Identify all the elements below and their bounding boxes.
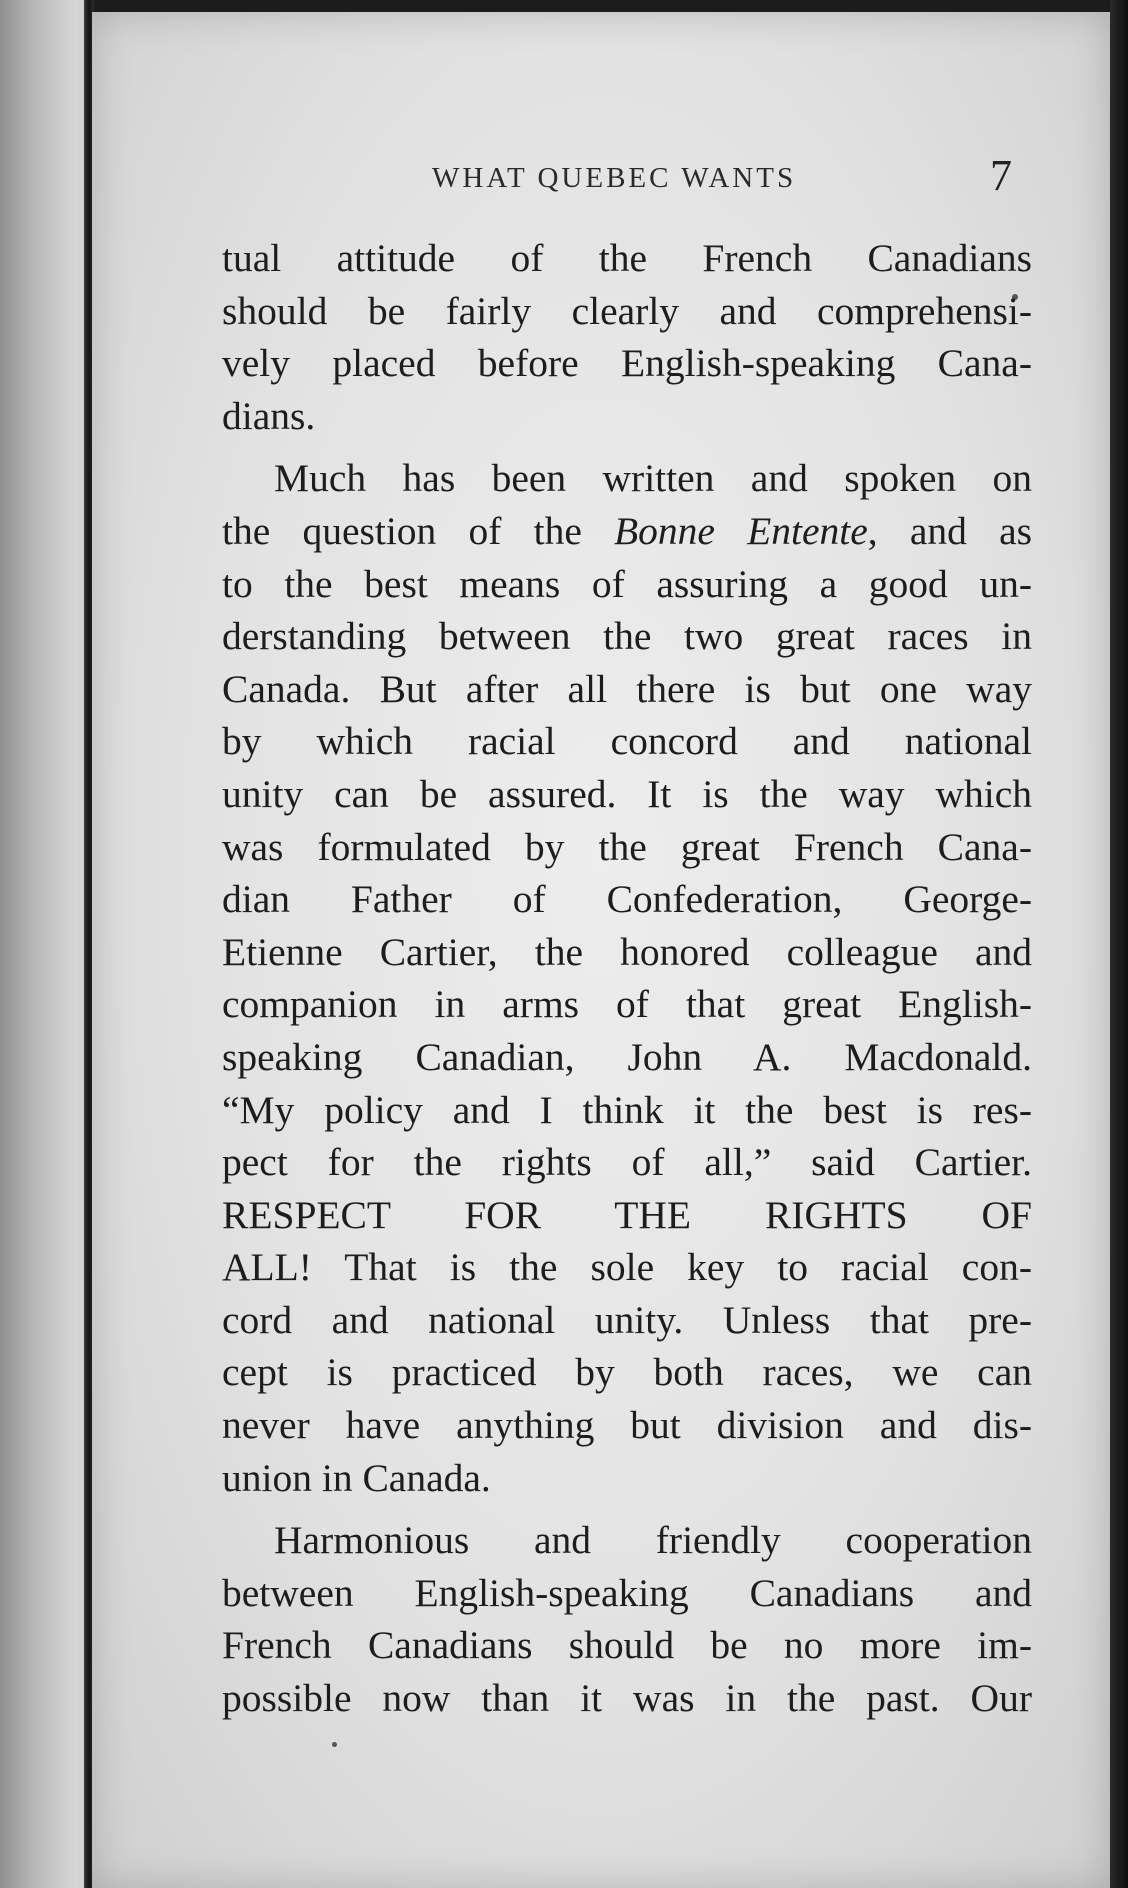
- text-line: unity can be assured. It is the way which: [222, 771, 1032, 816]
- text-line: the question of the Bonne Entente, and as: [222, 508, 1032, 553]
- text-line: between English-speaking Canadians and: [222, 1570, 1032, 1615]
- text-line: Etienne Cartier, the honored colleague and: [222, 929, 1032, 974]
- text-line: pect for the rights of all,” said Cartier.: [222, 1140, 1032, 1185]
- text-line: ALL! That is the sole key to racial con-: [222, 1245, 1032, 1290]
- text-line: Harmonious and friendly cooperation: [274, 1518, 1032, 1563]
- text-line: dian Father of Confederation, George-: [222, 877, 1032, 922]
- text-line: companion in arms of that great English-: [222, 982, 1032, 1027]
- running-title: WHAT QUEBEC WANTS: [432, 162, 797, 194]
- text-line: to the best means of assuring a good un-: [222, 561, 1032, 606]
- body-text: [222, 232, 1032, 1725]
- page-right-edge: [1110, 0, 1128, 1888]
- text-line: dians.: [222, 393, 316, 438]
- text-line: tual attitude of the French Canadians: [222, 236, 1032, 280]
- text-line: union in Canada.: [222, 1455, 491, 1500]
- text-line: Much has been written and spoken on: [274, 456, 1032, 501]
- text-line: was formulated by the great French Cana-: [222, 824, 1032, 869]
- text-line: RESPECT FOR THE RIGHTS OF: [222, 1192, 1032, 1237]
- text-line: French Canadians should be no more im-: [222, 1623, 1032, 1668]
- text-line: cept is practiced by both races, we can: [222, 1350, 1032, 1395]
- text-line: never have anything but division and dis-: [222, 1403, 1032, 1448]
- page-speck: [332, 1742, 337, 1747]
- text-line: “My policy and I think it the best is res-: [222, 1087, 1032, 1132]
- text-line: vely placed before English-speaking Cana-: [222, 341, 1032, 386]
- text-line: derstanding between the two great races in: [222, 614, 1032, 659]
- running-head: [132, 150, 1012, 200]
- paragraph: [222, 452, 1032, 1504]
- text-line: by which racial concord and national: [222, 719, 1032, 764]
- text-line: speaking Canadian, John A. Macdonald.: [222, 1034, 1032, 1079]
- facing-page-edge: [0, 0, 88, 1888]
- italic-title: Bonne Entente: [614, 508, 868, 553]
- text-line: Canada. But after all there is but one way: [222, 666, 1032, 711]
- text-line: should be fairly clearly and comprehensi-: [222, 288, 1032, 333]
- page-number: 7: [990, 151, 1012, 200]
- paragraph: [222, 232, 1032, 442]
- paragraph: [222, 1514, 1032, 1724]
- text-line: cord and national unity. Unless that pre-: [222, 1297, 1032, 1342]
- text-line: possible now than it was in the past. Our: [222, 1676, 1032, 1721]
